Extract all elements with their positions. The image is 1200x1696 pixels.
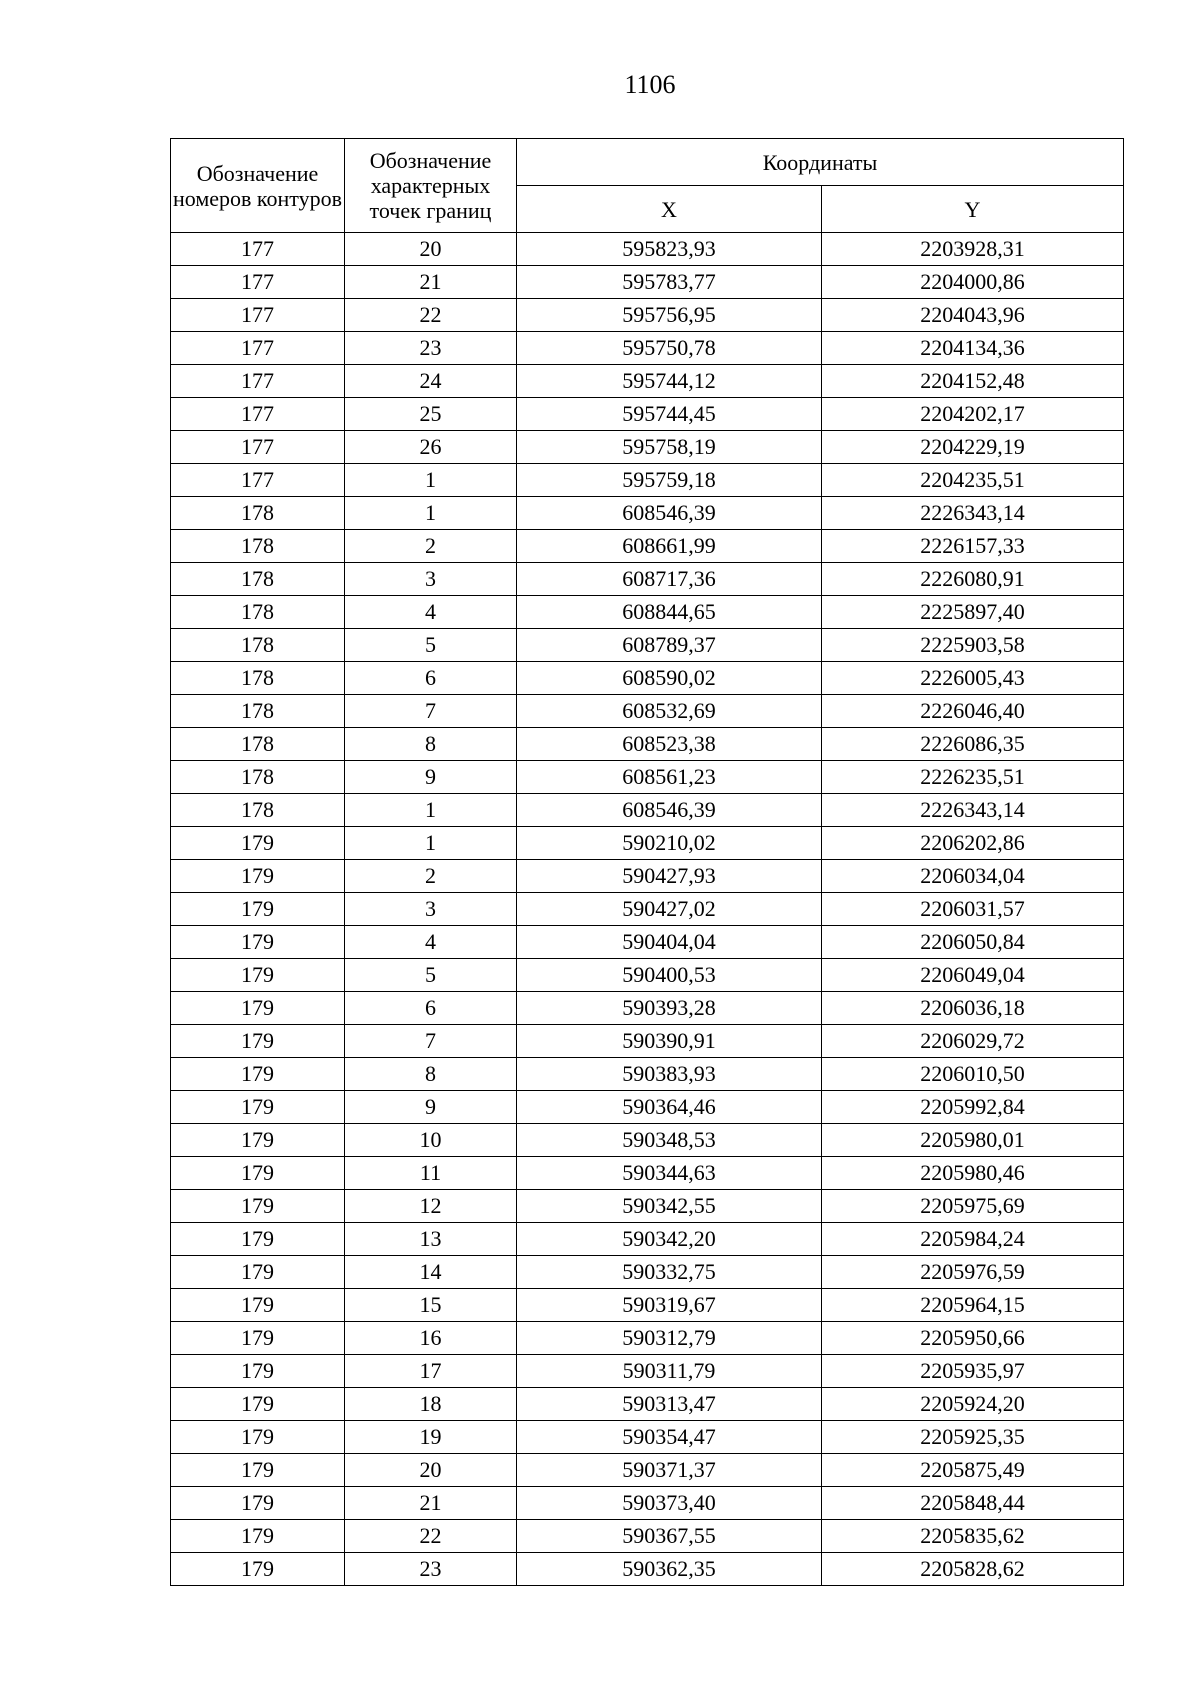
cell-contour: 179 xyxy=(171,1058,345,1091)
cell-y: 2226343,14 xyxy=(822,497,1124,530)
header-point-number: Обозначение характерных точек границ xyxy=(345,139,517,233)
cell-point: 12 xyxy=(345,1190,517,1223)
cell-contour: 179 xyxy=(171,1124,345,1157)
table-row xyxy=(171,992,1124,1025)
cell-point: 7 xyxy=(345,695,517,728)
table-row xyxy=(171,1025,1124,1058)
cell-y: 2204229,19 xyxy=(822,431,1124,464)
cell-x: 590312,79 xyxy=(517,1322,822,1355)
cell-x: 590342,55 xyxy=(517,1190,822,1223)
cell-x: 595744,45 xyxy=(517,398,822,431)
table-row xyxy=(171,629,1124,662)
table-row xyxy=(171,662,1124,695)
cell-x: 595783,77 xyxy=(517,266,822,299)
cell-contour: 179 xyxy=(171,1157,345,1190)
cell-contour: 177 xyxy=(171,332,345,365)
cell-contour: 179 xyxy=(171,1289,345,1322)
table-row xyxy=(171,530,1124,563)
cell-y: 2225903,58 xyxy=(822,629,1124,662)
cell-contour: 178 xyxy=(171,695,345,728)
cell-x: 590373,40 xyxy=(517,1487,822,1520)
cell-y: 2225897,40 xyxy=(822,596,1124,629)
cell-x: 595823,93 xyxy=(517,233,822,266)
cell-contour: 179 xyxy=(171,893,345,926)
cell-contour: 179 xyxy=(171,959,345,992)
cell-contour: 179 xyxy=(171,926,345,959)
cell-x: 590390,91 xyxy=(517,1025,822,1058)
cell-x: 590348,53 xyxy=(517,1124,822,1157)
cell-x: 595758,19 xyxy=(517,431,822,464)
table-row xyxy=(171,827,1124,860)
table-row xyxy=(171,1223,1124,1256)
cell-y: 2205935,97 xyxy=(822,1355,1124,1388)
cell-x: 608561,23 xyxy=(517,761,822,794)
cell-point: 17 xyxy=(345,1355,517,1388)
cell-contour: 177 xyxy=(171,398,345,431)
cell-point: 16 xyxy=(345,1322,517,1355)
table-row xyxy=(171,1190,1124,1223)
cell-point: 3 xyxy=(345,893,517,926)
cell-x: 595750,78 xyxy=(517,332,822,365)
cell-x: 608546,39 xyxy=(517,794,822,827)
cell-contour: 179 xyxy=(171,827,345,860)
cell-y: 2226086,35 xyxy=(822,728,1124,761)
header-x: X xyxy=(517,186,822,233)
cell-y: 2226005,43 xyxy=(822,662,1124,695)
cell-point: 22 xyxy=(345,299,517,332)
cell-point: 20 xyxy=(345,233,517,266)
cell-contour: 179 xyxy=(171,1487,345,1520)
table-body xyxy=(171,233,1124,1586)
cell-y: 2206010,50 xyxy=(822,1058,1124,1091)
cell-point: 2 xyxy=(345,530,517,563)
cell-y: 2205975,69 xyxy=(822,1190,1124,1223)
header-y: Y xyxy=(822,186,1124,233)
cell-y: 2206036,18 xyxy=(822,992,1124,1025)
cell-point: 8 xyxy=(345,728,517,761)
cell-y: 2226157,33 xyxy=(822,530,1124,563)
cell-point: 6 xyxy=(345,662,517,695)
cell-y: 2204134,36 xyxy=(822,332,1124,365)
cell-point: 24 xyxy=(345,365,517,398)
cell-contour: 178 xyxy=(171,497,345,530)
table-row xyxy=(171,893,1124,926)
cell-y: 2204152,48 xyxy=(822,365,1124,398)
cell-y: 2226235,51 xyxy=(822,761,1124,794)
cell-contour: 179 xyxy=(171,1190,345,1223)
table-row xyxy=(171,794,1124,827)
cell-contour: 177 xyxy=(171,431,345,464)
cell-x: 608532,69 xyxy=(517,695,822,728)
coordinates-table xyxy=(170,138,1124,1586)
page-number: 1106 xyxy=(624,70,676,99)
table-row xyxy=(171,959,1124,992)
cell-y: 2226080,91 xyxy=(822,563,1124,596)
cell-point: 22 xyxy=(345,1520,517,1553)
cell-y: 2205980,01 xyxy=(822,1124,1124,1157)
table-row xyxy=(171,266,1124,299)
cell-point: 4 xyxy=(345,596,517,629)
cell-point: 6 xyxy=(345,992,517,1025)
cell-x: 590354,47 xyxy=(517,1421,822,1454)
cell-x: 608523,38 xyxy=(517,728,822,761)
cell-x: 590427,93 xyxy=(517,860,822,893)
cell-contour: 178 xyxy=(171,596,345,629)
cell-x: 608717,36 xyxy=(517,563,822,596)
cell-y: 2206029,72 xyxy=(822,1025,1124,1058)
cell-contour: 177 xyxy=(171,266,345,299)
cell-y: 2205964,15 xyxy=(822,1289,1124,1322)
cell-point: 23 xyxy=(345,332,517,365)
cell-x: 608590,02 xyxy=(517,662,822,695)
cell-x: 590404,04 xyxy=(517,926,822,959)
table-row xyxy=(171,398,1124,431)
cell-y: 2205835,62 xyxy=(822,1520,1124,1553)
cell-y: 2205992,84 xyxy=(822,1091,1124,1124)
cell-x: 608661,99 xyxy=(517,530,822,563)
cell-point: 21 xyxy=(345,1487,517,1520)
cell-point: 9 xyxy=(345,761,517,794)
cell-contour: 179 xyxy=(171,1454,345,1487)
cell-point: 8 xyxy=(345,1058,517,1091)
cell-contour: 177 xyxy=(171,365,345,398)
table-row xyxy=(171,1256,1124,1289)
cell-point: 1 xyxy=(345,827,517,860)
cell-x: 595759,18 xyxy=(517,464,822,497)
cell-contour: 179 xyxy=(171,1520,345,1553)
cell-y: 2206202,86 xyxy=(822,827,1124,860)
cell-contour: 177 xyxy=(171,233,345,266)
cell-point: 1 xyxy=(345,464,517,497)
cell-point: 23 xyxy=(345,1553,517,1586)
cell-point: 1 xyxy=(345,794,517,827)
cell-x: 590362,35 xyxy=(517,1553,822,1586)
table-row xyxy=(171,1124,1124,1157)
cell-y: 2205950,66 xyxy=(822,1322,1124,1355)
cell-point: 14 xyxy=(345,1256,517,1289)
cell-x: 590393,28 xyxy=(517,992,822,1025)
cell-point: 19 xyxy=(345,1421,517,1454)
table-row xyxy=(171,1355,1124,1388)
cell-point: 15 xyxy=(345,1289,517,1322)
cell-y: 2206049,04 xyxy=(822,959,1124,992)
table-row xyxy=(171,596,1124,629)
table-row xyxy=(171,431,1124,464)
cell-x: 590332,75 xyxy=(517,1256,822,1289)
cell-contour: 179 xyxy=(171,1553,345,1586)
cell-x: 590344,63 xyxy=(517,1157,822,1190)
table-row xyxy=(171,464,1124,497)
cell-point: 5 xyxy=(345,959,517,992)
cell-point: 13 xyxy=(345,1223,517,1256)
cell-x: 590319,67 xyxy=(517,1289,822,1322)
cell-x: 608844,65 xyxy=(517,596,822,629)
cell-point: 10 xyxy=(345,1124,517,1157)
cell-x: 590311,79 xyxy=(517,1355,822,1388)
table-row xyxy=(171,860,1124,893)
cell-contour: 179 xyxy=(171,1322,345,1355)
cell-x: 608789,37 xyxy=(517,629,822,662)
cell-contour: 177 xyxy=(171,464,345,497)
table-header xyxy=(171,139,1124,233)
cell-x: 590313,47 xyxy=(517,1388,822,1421)
cell-y: 2204202,17 xyxy=(822,398,1124,431)
cell-contour: 178 xyxy=(171,761,345,794)
cell-point: 21 xyxy=(345,266,517,299)
cell-y: 2205980,46 xyxy=(822,1157,1124,1190)
header-coordinates: Координаты xyxy=(517,139,1124,186)
cell-point: 7 xyxy=(345,1025,517,1058)
cell-x: 590364,46 xyxy=(517,1091,822,1124)
cell-contour: 177 xyxy=(171,299,345,332)
cell-contour: 179 xyxy=(171,1421,345,1454)
cell-contour: 178 xyxy=(171,662,345,695)
cell-x: 595756,95 xyxy=(517,299,822,332)
cell-point: 4 xyxy=(345,926,517,959)
cell-y: 2226046,40 xyxy=(822,695,1124,728)
cell-y: 2206031,57 xyxy=(822,893,1124,926)
cell-point: 18 xyxy=(345,1388,517,1421)
cell-point: 25 xyxy=(345,398,517,431)
table-row xyxy=(171,497,1124,530)
cell-contour: 178 xyxy=(171,530,345,563)
cell-y: 2205984,24 xyxy=(822,1223,1124,1256)
table-row xyxy=(171,728,1124,761)
cell-y: 2203928,31 xyxy=(822,233,1124,266)
table-row xyxy=(171,1421,1124,1454)
cell-point: 1 xyxy=(345,497,517,530)
cell-y: 2204043,96 xyxy=(822,299,1124,332)
table-row xyxy=(171,332,1124,365)
cell-x: 595744,12 xyxy=(517,365,822,398)
cell-y: 2206050,84 xyxy=(822,926,1124,959)
table-row xyxy=(171,1091,1124,1124)
table-row xyxy=(171,1454,1124,1487)
cell-contour: 179 xyxy=(171,1025,345,1058)
table-row xyxy=(171,1520,1124,1553)
cell-x: 590210,02 xyxy=(517,827,822,860)
table-row xyxy=(171,761,1124,794)
cell-point: 3 xyxy=(345,563,517,596)
cell-contour: 178 xyxy=(171,563,345,596)
cell-point: 11 xyxy=(345,1157,517,1190)
table-row xyxy=(171,1487,1124,1520)
cell-contour: 179 xyxy=(171,1256,345,1289)
cell-point: 5 xyxy=(345,629,517,662)
cell-y: 2205925,35 xyxy=(822,1421,1124,1454)
header-contour-number: Обозначение номеров контуров xyxy=(171,139,345,233)
table-row xyxy=(171,1058,1124,1091)
cell-contour: 178 xyxy=(171,728,345,761)
table-row xyxy=(171,1157,1124,1190)
cell-point: 20 xyxy=(345,1454,517,1487)
cell-y: 2204235,51 xyxy=(822,464,1124,497)
cell-point: 26 xyxy=(345,431,517,464)
table-row xyxy=(171,1553,1124,1586)
cell-contour: 179 xyxy=(171,1091,345,1124)
cell-y: 2226343,14 xyxy=(822,794,1124,827)
cell-contour: 179 xyxy=(171,1388,345,1421)
cell-x: 590383,93 xyxy=(517,1058,822,1091)
cell-x: 608546,39 xyxy=(517,497,822,530)
cell-x: 590342,20 xyxy=(517,1223,822,1256)
cell-point: 2 xyxy=(345,860,517,893)
cell-contour: 179 xyxy=(171,1223,345,1256)
cell-x: 590371,37 xyxy=(517,1454,822,1487)
table-row xyxy=(171,365,1124,398)
table-row xyxy=(171,1289,1124,1322)
cell-contour: 178 xyxy=(171,794,345,827)
table-row xyxy=(171,563,1124,596)
table-row xyxy=(171,1388,1124,1421)
table-row xyxy=(171,695,1124,728)
cell-y: 2205976,59 xyxy=(822,1256,1124,1289)
table-row xyxy=(171,299,1124,332)
cell-y: 2205848,44 xyxy=(822,1487,1124,1520)
cell-y: 2205875,49 xyxy=(822,1454,1124,1487)
table-row xyxy=(171,233,1124,266)
cell-x: 590427,02 xyxy=(517,893,822,926)
table-row xyxy=(171,926,1124,959)
cell-contour: 178 xyxy=(171,629,345,662)
cell-contour: 179 xyxy=(171,1355,345,1388)
cell-y: 2205828,62 xyxy=(822,1553,1124,1586)
cell-contour: 179 xyxy=(171,860,345,893)
cell-x: 590367,55 xyxy=(517,1520,822,1553)
cell-y: 2206034,04 xyxy=(822,860,1124,893)
cell-x: 590400,53 xyxy=(517,959,822,992)
cell-contour: 179 xyxy=(171,992,345,1025)
cell-y: 2205924,20 xyxy=(822,1388,1124,1421)
cell-point: 9 xyxy=(345,1091,517,1124)
cell-y: 2204000,86 xyxy=(822,266,1124,299)
table-row xyxy=(171,1322,1124,1355)
